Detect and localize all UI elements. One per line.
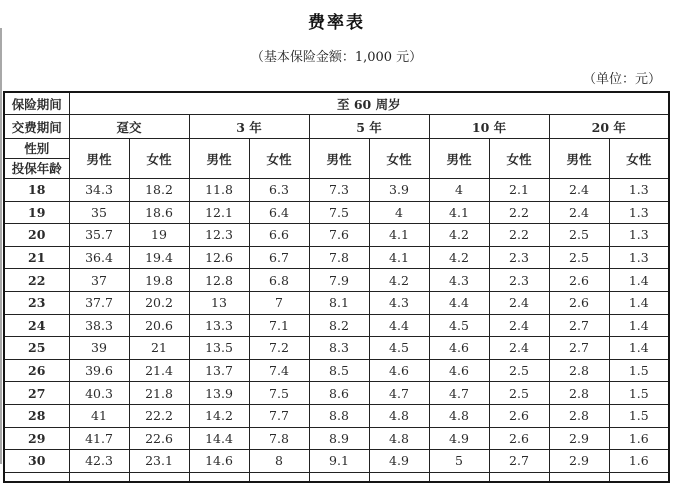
entry-age-cell: 23 (4, 291, 69, 314)
rate-value-cell: 21 (129, 337, 189, 360)
clipped-cell (249, 472, 309, 482)
rate-value-cell: 2.8 (549, 404, 609, 427)
rate-value-cell: 7.5 (309, 201, 369, 224)
rate-value-cell: 2.9 (549, 427, 609, 450)
rate-value-cell: 37.7 (69, 291, 129, 314)
rate-value-cell: 2.7 (489, 450, 549, 473)
rate-table (3, 91, 670, 483)
rate-value-cell: 4.8 (429, 404, 489, 427)
rate-value-cell: 4.6 (429, 359, 489, 382)
rate-value-cell: 2.7 (549, 314, 609, 337)
rate-value-cell: 1.4 (609, 337, 669, 360)
rate-value-cell: 35.7 (69, 224, 129, 247)
rate-value-cell: 8.8 (309, 404, 369, 427)
clipped-cell (429, 472, 489, 482)
rate-value-cell: 7.8 (249, 427, 309, 450)
rate-value-cell: 2.2 (489, 224, 549, 247)
rate-value-cell: 2.4 (489, 291, 549, 314)
gender-age-header-cell (4, 139, 69, 179)
rate-value-cell: 1.5 (609, 382, 669, 405)
rate-value-cell: 8.3 (309, 337, 369, 360)
rate-value-cell: 13.9 (189, 382, 249, 405)
rate-value-cell: 36.4 (69, 246, 129, 269)
table-row (4, 382, 669, 405)
rate-value-cell: 2.5 (489, 359, 549, 382)
male-header-3: 男性 (429, 139, 489, 179)
rate-value-cell: 23.1 (129, 450, 189, 473)
rate-value-cell: 2.4 (489, 314, 549, 337)
rate-value-cell: 4.9 (429, 427, 489, 450)
female-header-3: 女性 (489, 139, 549, 179)
rate-value-cell: 38.3 (69, 314, 129, 337)
rate-value-cell: 7.9 (309, 269, 369, 292)
rate-value-cell: 2.9 (549, 450, 609, 473)
rate-value-cell: 4.7 (429, 382, 489, 405)
rate-value-cell: 2.6 (549, 291, 609, 314)
rate-value-cell: 13.3 (189, 314, 249, 337)
table-row (4, 246, 669, 269)
rate-value-cell: 7.6 (309, 224, 369, 247)
rate-value-cell: 4.3 (369, 291, 429, 314)
rate-value-cell: 9.1 (309, 450, 369, 473)
table-row (4, 450, 669, 473)
rate-value-cell: 35 (69, 201, 129, 224)
rate-value-cell: 1.4 (609, 314, 669, 337)
rate-value-cell: 1.3 (609, 224, 669, 247)
clipped-cell (4, 472, 69, 482)
rate-value-cell: 13.5 (189, 337, 249, 360)
rate-value-cell: 2.8 (549, 359, 609, 382)
insurance-period-label: 保险期间 (4, 92, 69, 115)
male-header-0: 男性 (69, 139, 129, 179)
rate-value-cell: 7.4 (249, 359, 309, 382)
rate-value-cell: 21.4 (129, 359, 189, 382)
rate-value-cell: 4.4 (429, 291, 489, 314)
gender-label: 性别 (5, 139, 69, 159)
rate-value-cell: 18.2 (129, 179, 189, 202)
rate-value-cell: 4.5 (369, 337, 429, 360)
rate-value-cell: 14.6 (189, 450, 249, 473)
rate-value-cell: 7.3 (309, 179, 369, 202)
rate-value-cell: 1.3 (609, 201, 669, 224)
rate-value-cell: 34.3 (69, 179, 129, 202)
rate-value-cell: 8 (249, 450, 309, 473)
rate-value-cell: 13.7 (189, 359, 249, 382)
table-row (4, 201, 669, 224)
rate-value-cell: 4 (369, 201, 429, 224)
entry-age-cell: 25 (4, 337, 69, 360)
rate-value-cell: 1.6 (609, 450, 669, 473)
rate-value-cell: 1.6 (609, 427, 669, 450)
rate-value-cell: 5 (429, 450, 489, 473)
table-row (4, 337, 669, 360)
entry-age-cell: 26 (4, 359, 69, 382)
entry-age-cell: 29 (4, 427, 69, 450)
rate-value-cell: 2.5 (489, 382, 549, 405)
rate-value-cell: 2.2 (489, 201, 549, 224)
clipped-cell (549, 472, 609, 482)
rate-value-cell: 6.3 (249, 179, 309, 202)
rate-value-cell: 14.2 (189, 404, 249, 427)
male-header-4: 男性 (549, 139, 609, 179)
rate-value-cell: 4.8 (369, 404, 429, 427)
rate-value-cell: 2.6 (549, 269, 609, 292)
rate-value-cell: 41.7 (69, 427, 129, 450)
rate-value-cell: 2.4 (549, 201, 609, 224)
header-row-insurance-period (4, 92, 669, 115)
payment-period-1: 3 年 (189, 115, 309, 139)
rate-value-cell: 7.7 (249, 404, 309, 427)
rate-value-cell: 8.2 (309, 314, 369, 337)
rate-value-cell: 1.3 (609, 246, 669, 269)
entry-age-cell: 30 (4, 450, 69, 473)
rate-value-cell: 6.7 (249, 246, 309, 269)
rate-value-cell: 7.2 (249, 337, 309, 360)
rate-value-cell: 2.7 (549, 337, 609, 360)
rate-value-cell: 2.4 (489, 337, 549, 360)
rate-value-cell: 19.8 (129, 269, 189, 292)
entry-age-cell: 19 (4, 201, 69, 224)
rate-value-cell: 1.3 (609, 179, 669, 202)
insurance-period-value: 至 60 周岁 (69, 92, 669, 115)
rate-value-cell: 39 (69, 337, 129, 360)
table-row (4, 314, 669, 337)
clipped-partial-row (4, 472, 669, 482)
rate-value-cell: 20.6 (129, 314, 189, 337)
rate-value-cell: 2.6 (489, 427, 549, 450)
rate-value-cell: 1.5 (609, 359, 669, 382)
entry-age-label: 投保年龄 (11, 161, 62, 176)
table-row (4, 224, 669, 247)
table-row (4, 427, 669, 450)
entry-age-cell: 22 (4, 269, 69, 292)
rate-value-cell: 7 (249, 291, 309, 314)
clipped-cell (69, 472, 129, 482)
entry-age-cell: 20 (4, 224, 69, 247)
rate-value-cell: 2.3 (489, 246, 549, 269)
rate-value-cell: 4.2 (429, 224, 489, 247)
entry-age-cell: 24 (4, 314, 69, 337)
rate-value-cell: 11.8 (189, 179, 249, 202)
rate-value-cell: 2.1 (489, 179, 549, 202)
rate-value-cell: 37 (69, 269, 129, 292)
rate-value-cell: 8.5 (309, 359, 369, 382)
female-header-0: 女性 (129, 139, 189, 179)
rate-value-cell: 21.8 (129, 382, 189, 405)
rate-value-cell: 7.1 (249, 314, 309, 337)
table-row (4, 404, 669, 427)
rate-value-cell: 1.4 (609, 269, 669, 292)
female-header-1: 女性 (249, 139, 309, 179)
female-header-4: 女性 (609, 139, 669, 179)
clipped-cell (189, 472, 249, 482)
payment-period-2: 5 年 (309, 115, 429, 139)
table-row (4, 359, 669, 382)
rate-value-cell: 12.3 (189, 224, 249, 247)
male-header-2: 男性 (309, 139, 369, 179)
rate-value-cell: 4.9 (369, 450, 429, 473)
entry-age-cell: 18 (4, 179, 69, 202)
entry-age-cell: 28 (4, 404, 69, 427)
rate-value-cell: 8.9 (309, 427, 369, 450)
rate-value-cell: 20.2 (129, 291, 189, 314)
rate-value-cell: 4.1 (369, 246, 429, 269)
rate-value-cell: 6.8 (249, 269, 309, 292)
payment-period-0: 趸交 (69, 115, 189, 139)
female-header-2: 女性 (369, 139, 429, 179)
page-title: 费率表 (308, 13, 365, 32)
rate-value-cell: 8.1 (309, 291, 369, 314)
rate-value-cell: 7.8 (309, 246, 369, 269)
rate-value-cell: 8.6 (309, 382, 369, 405)
male-header-1: 男性 (189, 139, 249, 179)
rate-value-cell: 3.9 (369, 179, 429, 202)
payment-period-4: 20 年 (549, 115, 669, 139)
page-subtitle: （基本保险金额：1,000 元） (250, 50, 423, 65)
rate-value-cell: 6.4 (249, 201, 309, 224)
rate-value-cell: 6.6 (249, 224, 309, 247)
clipped-cell (609, 472, 669, 482)
rate-value-cell: 4.6 (369, 359, 429, 382)
clipped-cell (129, 472, 189, 482)
rate-value-cell: 2.8 (549, 382, 609, 405)
rate-value-cell: 2.3 (489, 269, 549, 292)
header-row-gender (4, 139, 669, 179)
rate-value-cell: 39.6 (69, 359, 129, 382)
header-row-payment-period (4, 115, 669, 139)
unit-note: （单位：元） (582, 72, 661, 87)
rate-value-cell: 12.6 (189, 246, 249, 269)
rate-value-cell: 1.4 (609, 291, 669, 314)
rate-value-cell: 1.5 (609, 404, 669, 427)
rate-value-cell: 40.3 (69, 382, 129, 405)
page-edge-line (0, 28, 2, 464)
rate-value-cell: 4.8 (369, 427, 429, 450)
rate-value-cell: 7.5 (249, 382, 309, 405)
clipped-cell (489, 472, 549, 482)
table-row (4, 179, 669, 202)
rate-value-cell: 13 (189, 291, 249, 314)
rate-value-cell: 2.5 (549, 224, 609, 247)
rate-value-cell: 4.5 (429, 314, 489, 337)
rate-value-cell: 4 (429, 179, 489, 202)
clipped-cell (369, 472, 429, 482)
rate-value-cell: 4.7 (369, 382, 429, 405)
clipped-cell (309, 472, 369, 482)
rate-value-cell: 2.6 (489, 404, 549, 427)
rate-value-cell: 19.4 (129, 246, 189, 269)
rate-value-cell: 4.4 (369, 314, 429, 337)
payment-period-label: 交费期间 (4, 115, 69, 139)
rate-value-cell: 22.6 (129, 427, 189, 450)
entry-age-cell: 21 (4, 246, 69, 269)
payment-period-3: 10 年 (429, 115, 549, 139)
rate-value-cell: 4.2 (429, 246, 489, 269)
rate-value-cell: 18.6 (129, 201, 189, 224)
rate-value-cell: 22.2 (129, 404, 189, 427)
rate-value-cell: 14.4 (189, 427, 249, 450)
rate-value-cell: 4.3 (429, 269, 489, 292)
table-row (4, 291, 669, 314)
rate-value-cell: 42.3 (69, 450, 129, 473)
rate-value-cell: 12.1 (189, 201, 249, 224)
rate-value-cell: 4.1 (429, 201, 489, 224)
rate-value-cell: 4.1 (369, 224, 429, 247)
entry-age-cell: 27 (4, 382, 69, 405)
rate-value-cell: 4.6 (429, 337, 489, 360)
rate-value-cell: 12.8 (189, 269, 249, 292)
rate-value-cell: 4.2 (369, 269, 429, 292)
rate-value-cell: 2.5 (549, 246, 609, 269)
table-row (4, 269, 669, 292)
rate-value-cell: 2.4 (549, 179, 609, 202)
rate-value-cell: 41 (69, 404, 129, 427)
rate-value-cell: 19 (129, 224, 189, 247)
